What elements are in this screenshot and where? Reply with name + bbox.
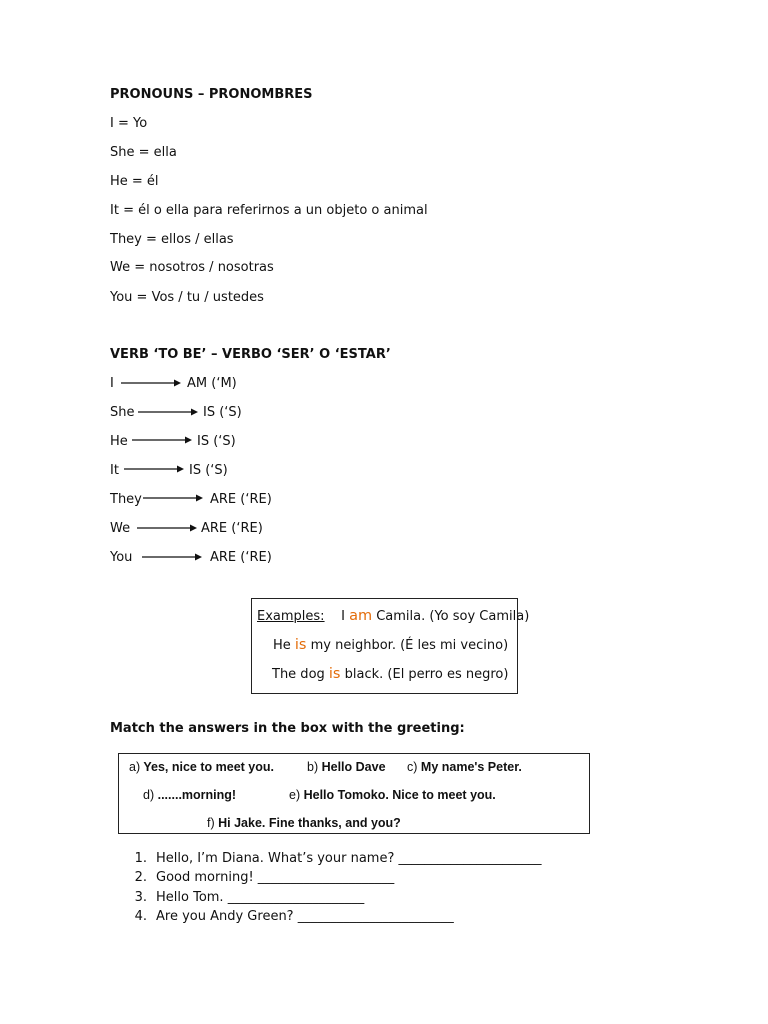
exercise-number: 4. [134, 909, 147, 924]
pronoun-line: They = ellos / ellas [110, 232, 234, 247]
verb-subject: You [110, 550, 133, 565]
answer-letter: d) [143, 788, 155, 802]
verb-subject: They [110, 492, 142, 507]
verb-subject: We [110, 521, 131, 536]
arrow-icon [123, 463, 185, 475]
answer-text: My name's Peter. [420, 760, 522, 774]
exercise-number: 1. [134, 851, 147, 866]
example-post: my neighbor. (É les mi vecino) [306, 638, 509, 653]
example-line [273, 637, 508, 653]
arrow-icon [137, 406, 199, 418]
examples-label: Examples: [257, 609, 325, 624]
example-post: black. (El perro es negro) [340, 667, 509, 682]
verb-subject: She [110, 405, 135, 420]
verb-form: IS (‘S) [189, 463, 228, 478]
verb-heading: VERB ‘TO BE’ – VERBO ‘SER’ O ‘ESTAR’ [110, 347, 391, 362]
answer-letter: b) [307, 760, 319, 774]
arrow-icon [142, 492, 204, 504]
answer-option [407, 760, 522, 774]
example-verb: is [328, 666, 341, 682]
verb-form: ARE (‘RE) [201, 521, 263, 536]
exercise-text: Hello Tom. _____________________ [156, 890, 365, 905]
match-instruction: Match the answers in the box with the greeting: [110, 721, 465, 736]
answer-option [129, 760, 274, 774]
pronoun-line: She = ella [110, 145, 177, 160]
example-pre: The dog [272, 667, 329, 682]
verb-subject: He [110, 434, 128, 449]
arrow-icon [120, 377, 182, 389]
pronoun-line: It = él o ella para referirnos a un objeto o animal [110, 203, 428, 218]
verb-form: ARE (‘RE) [210, 550, 272, 565]
arrow-icon [141, 551, 203, 563]
exercise-text: Hello, I’m Diana. What’s your name? ______________________ [156, 851, 542, 866]
arrow-icon [131, 434, 193, 446]
pronoun-line: He = él [110, 174, 159, 189]
answer-text: .......morning! [157, 788, 237, 802]
verb-subject: I [110, 376, 114, 391]
example-pre: He [273, 638, 295, 653]
example-line [257, 608, 529, 624]
exercise-number: 2. [134, 870, 147, 885]
answer-option [207, 816, 401, 830]
example-verb: is [294, 637, 307, 653]
arrow-icon [136, 522, 198, 534]
pronoun-line: You = Vos / tu / ustedes [110, 290, 264, 305]
pronouns-heading: PRONOUNS – PRONOMBRES [110, 87, 313, 102]
example-post: Camila. (Yo soy Camila) [372, 609, 530, 624]
answer-letter: e) [289, 788, 301, 802]
answer-letter: a) [129, 760, 141, 774]
answer-option [307, 760, 386, 774]
examples-box [251, 598, 530, 694]
exercise-text: Are you Andy Green? ________________________ [156, 909, 454, 924]
verb-form: ARE (‘RE) [210, 492, 272, 507]
verb-form: IS (‘S) [197, 434, 236, 449]
answers-box [118, 753, 590, 834]
verb-form: IS (‘S) [203, 405, 242, 420]
example-pre: I [341, 609, 350, 624]
verb-subject: It [110, 463, 119, 478]
answer-option [289, 788, 496, 802]
exercise-text: Good morning! _____________________ [156, 870, 395, 885]
example-line [272, 666, 508, 682]
example-verb: am [349, 608, 373, 624]
answer-letter: f) [207, 816, 215, 830]
pronoun-line: We = nosotros / nosotras [110, 260, 274, 275]
exercise-number: 3. [134, 890, 147, 905]
pronoun-line: I = Yo [110, 116, 148, 131]
answer-letter: c) [407, 760, 418, 774]
answer-text: Hi Jake. Fine thanks, and you? [218, 816, 401, 830]
verb-form: AM (‘M) [187, 376, 237, 391]
answer-text: Hello Tomoko. Nice to meet you. [303, 788, 496, 802]
answer-text: Yes, nice to meet you. [143, 760, 274, 774]
answer-option [143, 788, 236, 802]
answer-text: Hello Dave [321, 760, 386, 774]
